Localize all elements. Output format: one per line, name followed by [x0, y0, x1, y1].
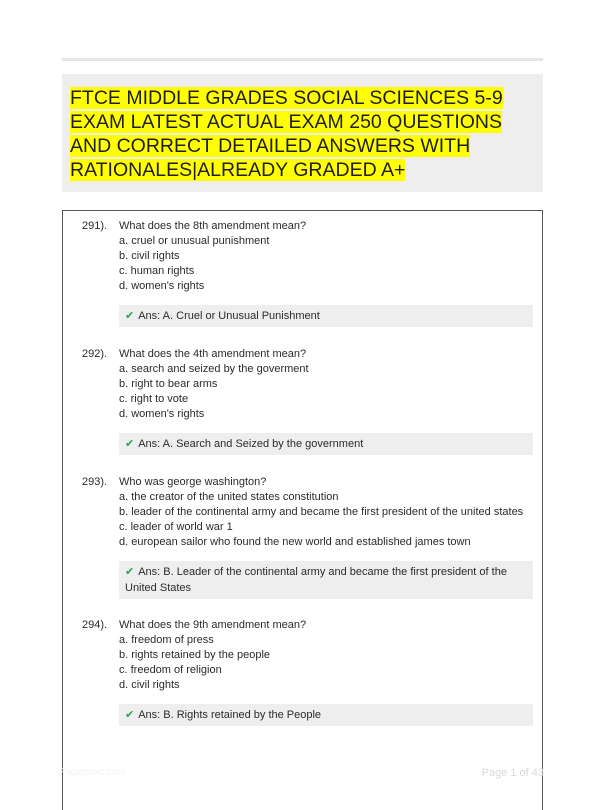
answer-box [119, 305, 533, 327]
question-text: What does the 9th amendment mean? [119, 619, 307, 631]
question-number: 293). [82, 476, 108, 488]
question-number: 292). [82, 348, 108, 360]
question-body [119, 475, 533, 599]
answer-text: Ans: B. Rights retained by the People [138, 709, 322, 721]
option-d: d. european sailor who found the new world and established james town [119, 536, 471, 548]
answer-box [119, 561, 533, 599]
option-c: c. human rights [119, 265, 195, 277]
check-icon: ✔ [125, 438, 135, 450]
option-a: a. cruel or unusual punishment [119, 235, 270, 247]
question-body [119, 618, 533, 726]
check-icon: ✔ [125, 566, 135, 578]
answer-box [119, 433, 533, 455]
option-b: b. rights retained by the people [119, 649, 271, 661]
question-text: Who was george washington? [119, 476, 267, 488]
option-c: c. leader of world war 1 [119, 521, 233, 533]
question-body [119, 219, 533, 327]
option-c: c. freedom of religion [119, 664, 222, 676]
answer-text: Ans: A. Search and Seized by the government [138, 438, 364, 450]
option-a: a. search and seized by the goverment [119, 363, 309, 375]
check-icon: ✔ [125, 310, 135, 322]
questions-frame [62, 210, 543, 810]
answer-box [119, 704, 533, 726]
check-icon: ✔ [125, 709, 135, 721]
title-panel [62, 74, 543, 192]
option-c: c. right to vote [119, 393, 189, 405]
option-a: a. freedom of press [119, 634, 214, 646]
question-number: 291). [82, 220, 108, 232]
option-d: d. civil rights [119, 679, 180, 691]
question-number: 294). [82, 619, 108, 631]
question-text: What does the 4th amendment mean? [119, 348, 307, 360]
page-number: Page 1 of 43 [481, 767, 544, 779]
option-d: d. women's rights [119, 280, 205, 292]
option-a: a. the creator of the united states constitution [119, 491, 339, 503]
option-b: b. leader of the continental army and became the first president of the united states [119, 506, 524, 518]
footer-watermark: Papersbic.com [60, 767, 127, 778]
option-b: b. civil rights [119, 250, 180, 262]
answer-text: Ans: A. Cruel or Unusual Punishment [138, 310, 320, 322]
top-divider [62, 58, 543, 61]
question-text: What does the 8th amendment mean? [119, 220, 307, 232]
question-body [119, 347, 533, 455]
option-b: b. right to bear arms [119, 378, 218, 390]
answer-text: Ans: B. Leader of the continental army and became the first president of the United States [125, 566, 507, 594]
document-title: FTCE MIDDLE GRADES SOCIAL SCIENCES 5-9 EXAM LATEST ACTUAL EXAM 250 QUESTIONS AND CORRECT DETAILED ANSWERS WITH RATIONALES|ALREADY GRADED A+ [70, 87, 503, 181]
option-d: d. women's rights [119, 408, 205, 420]
